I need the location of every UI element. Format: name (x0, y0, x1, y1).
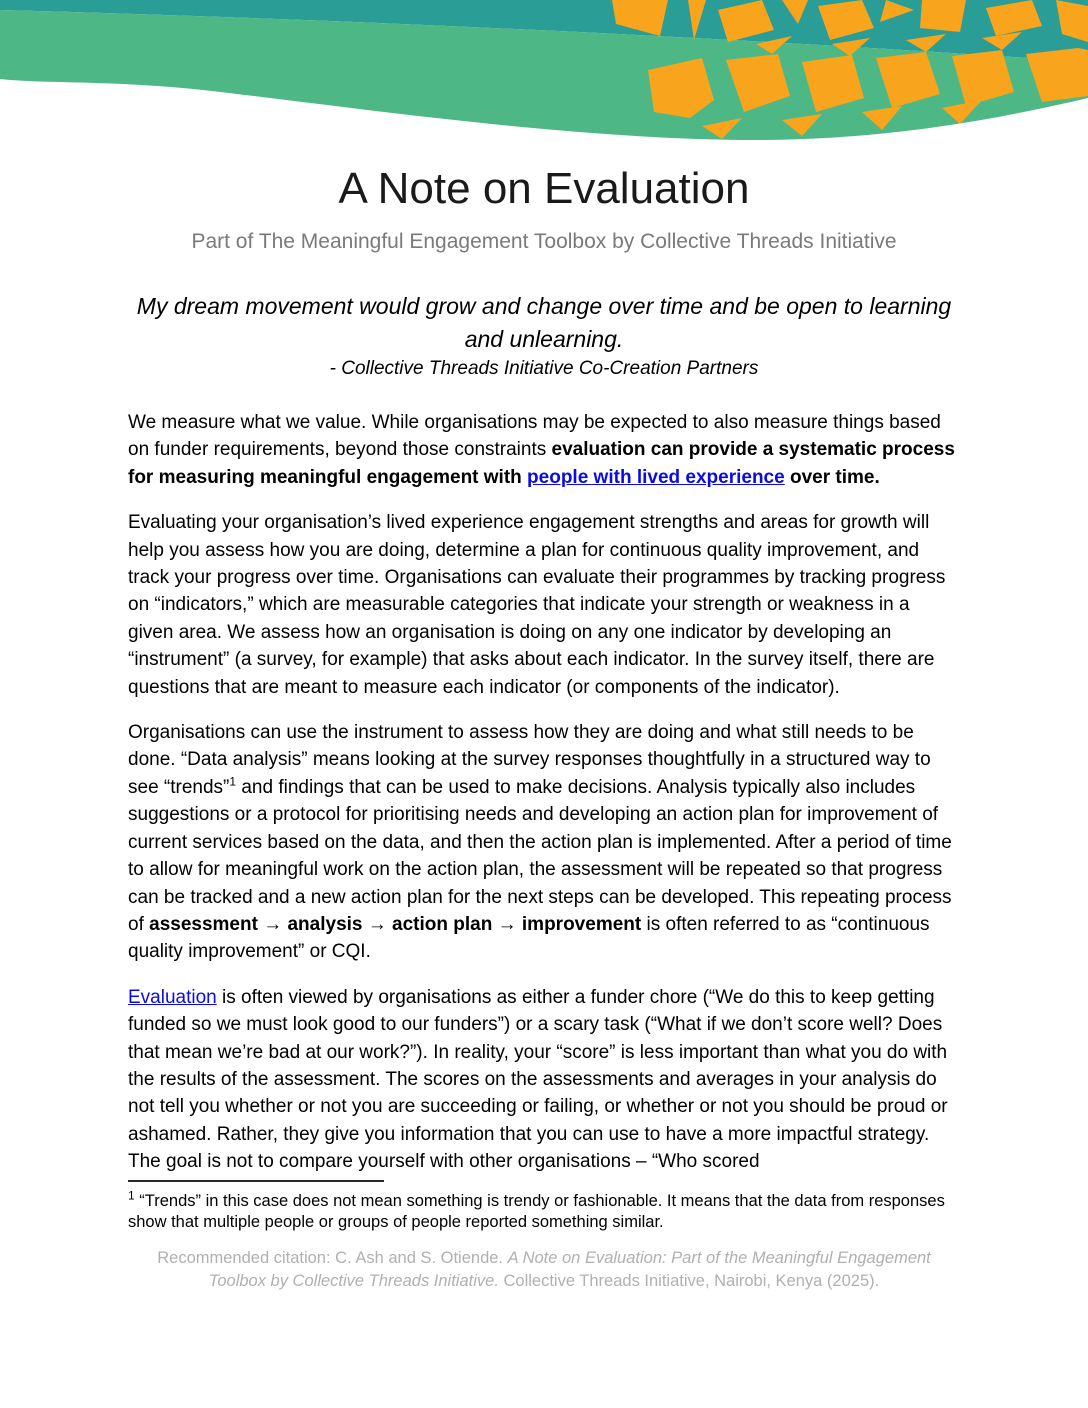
quote-attribution: - Collective Threads Initiative Co-Creation Partners (329, 358, 759, 379)
paragraph-evaluating-strengths (128, 509, 960, 701)
superscript-marker: 1 (128, 1188, 135, 1203)
text-segment: We measure what we value. While organisations may be expected to also measure things based on funder requirements, beyond those constraints (128, 412, 941, 461)
text-segment: → (362, 913, 393, 935)
text-segment: evaluation can provide a systematic process for measuring meaningful engagement with (128, 439, 955, 488)
text-segment: is often viewed by organisations as either a funder chore (“We do this to keep getting funded so we must look good to our funders”) or a scary task (“What if we don’t score well? Does that mean we’re bad at our work?”). In reality, your “score” is less important than what you do with the results of the assessment. The scores on the assessments and averages in your analysis do not tell you whether or not you are succeeding or failing, or whether or not you should be proud or ashamed. Rather, they give you information that you can use to have a more impactful strategy. The goal is not to compare yourself with other organisations – “Who scored (128, 986, 948, 1173)
page-title: A Note on Evaluation (338, 164, 750, 213)
text-segment: A Note on Evaluation: Part of the Meaningful Engagement Toolbox by Collective Threads Initiative. (208, 1248, 931, 1290)
footnote-section (128, 1180, 960, 1234)
text-segment: is often referred to as “continuous quality improvement” or CQI. (128, 913, 930, 963)
text-segment: improvement (521, 913, 642, 935)
paragraph-measure-what-we-value (128, 409, 960, 491)
text-segment: analysis (287, 913, 363, 935)
text-segment: action plan (392, 913, 493, 935)
document-body (0, 163, 1088, 1293)
text-segment: assessment (149, 913, 258, 935)
pull-quote: My dream movement would grow and change over time and be open to learning and unlearning. (136, 293, 952, 352)
text-segment: Collective Threads Initiative, Nairobi, Kenya (2025). (498, 1271, 880, 1290)
footnote-text (128, 1188, 960, 1234)
text-segment: over time. (784, 466, 880, 488)
superscript-marker: 1 (229, 774, 237, 789)
text-segment: Recommended citation: C. Ash and S. Otiende. (157, 1248, 508, 1267)
evaluation-link[interactable]: Evaluation (128, 986, 217, 1008)
text-segment: Evaluating your organisation’s lived experience engagement strengths and areas for growth will help you assess how you are doing, determine a plan for continuous quality improvement, and track your progress over time. Organisations can evaluate their programmes by tracking progress on “indicators,” which are measurable categories that indicate your strength or weakness in a given area. We assess how an organisation is doing on any one indicator by developing an “instrument” (a survey, for example) that asks about each indicator. In the survey itself, there are questions that are meant to measure each indicator (or components of the indicator). (128, 512, 946, 698)
text-segment: “Trends” in this case does not mean something is trendy or fashionable. It means that the data from responses show that multiple people or groups of people reported something similar. (128, 1191, 945, 1232)
text-segment: → (257, 913, 288, 935)
text-segment: → (492, 913, 522, 935)
paragraph-evaluation-viewed (128, 984, 960, 1176)
page-subtitle: Part of The Meaningful Engagement Toolbox by Collective Threads Initiative (191, 230, 897, 253)
header-wave-graphic (0, 0, 1088, 150)
text-segment: Organisations can use the instrument to assess how they are doing and what still needs to be done. “Data analysis” means looking at the survey responses thoughtfully in a structured way to see “trends” (128, 722, 931, 798)
text-segment: and findings that can be used to make decisions. Analysis typically also includes suggestions or a protocol for prioritising needs and developing an action plan for improvement of current services based on the data, and then the action plan is implemented. After a period of time to allow for meaningful work on the action plan, the assessment will be repeated so that progress can be tracked and a new action plan for the next steps can be developed. This repeating process of (128, 776, 952, 935)
people-with-lived-experience-link[interactable]: people with lived experience (527, 466, 785, 488)
paragraph-instrument-cqi (128, 719, 960, 966)
footnote-divider (128, 1180, 384, 1182)
recommended-citation (128, 1247, 960, 1293)
